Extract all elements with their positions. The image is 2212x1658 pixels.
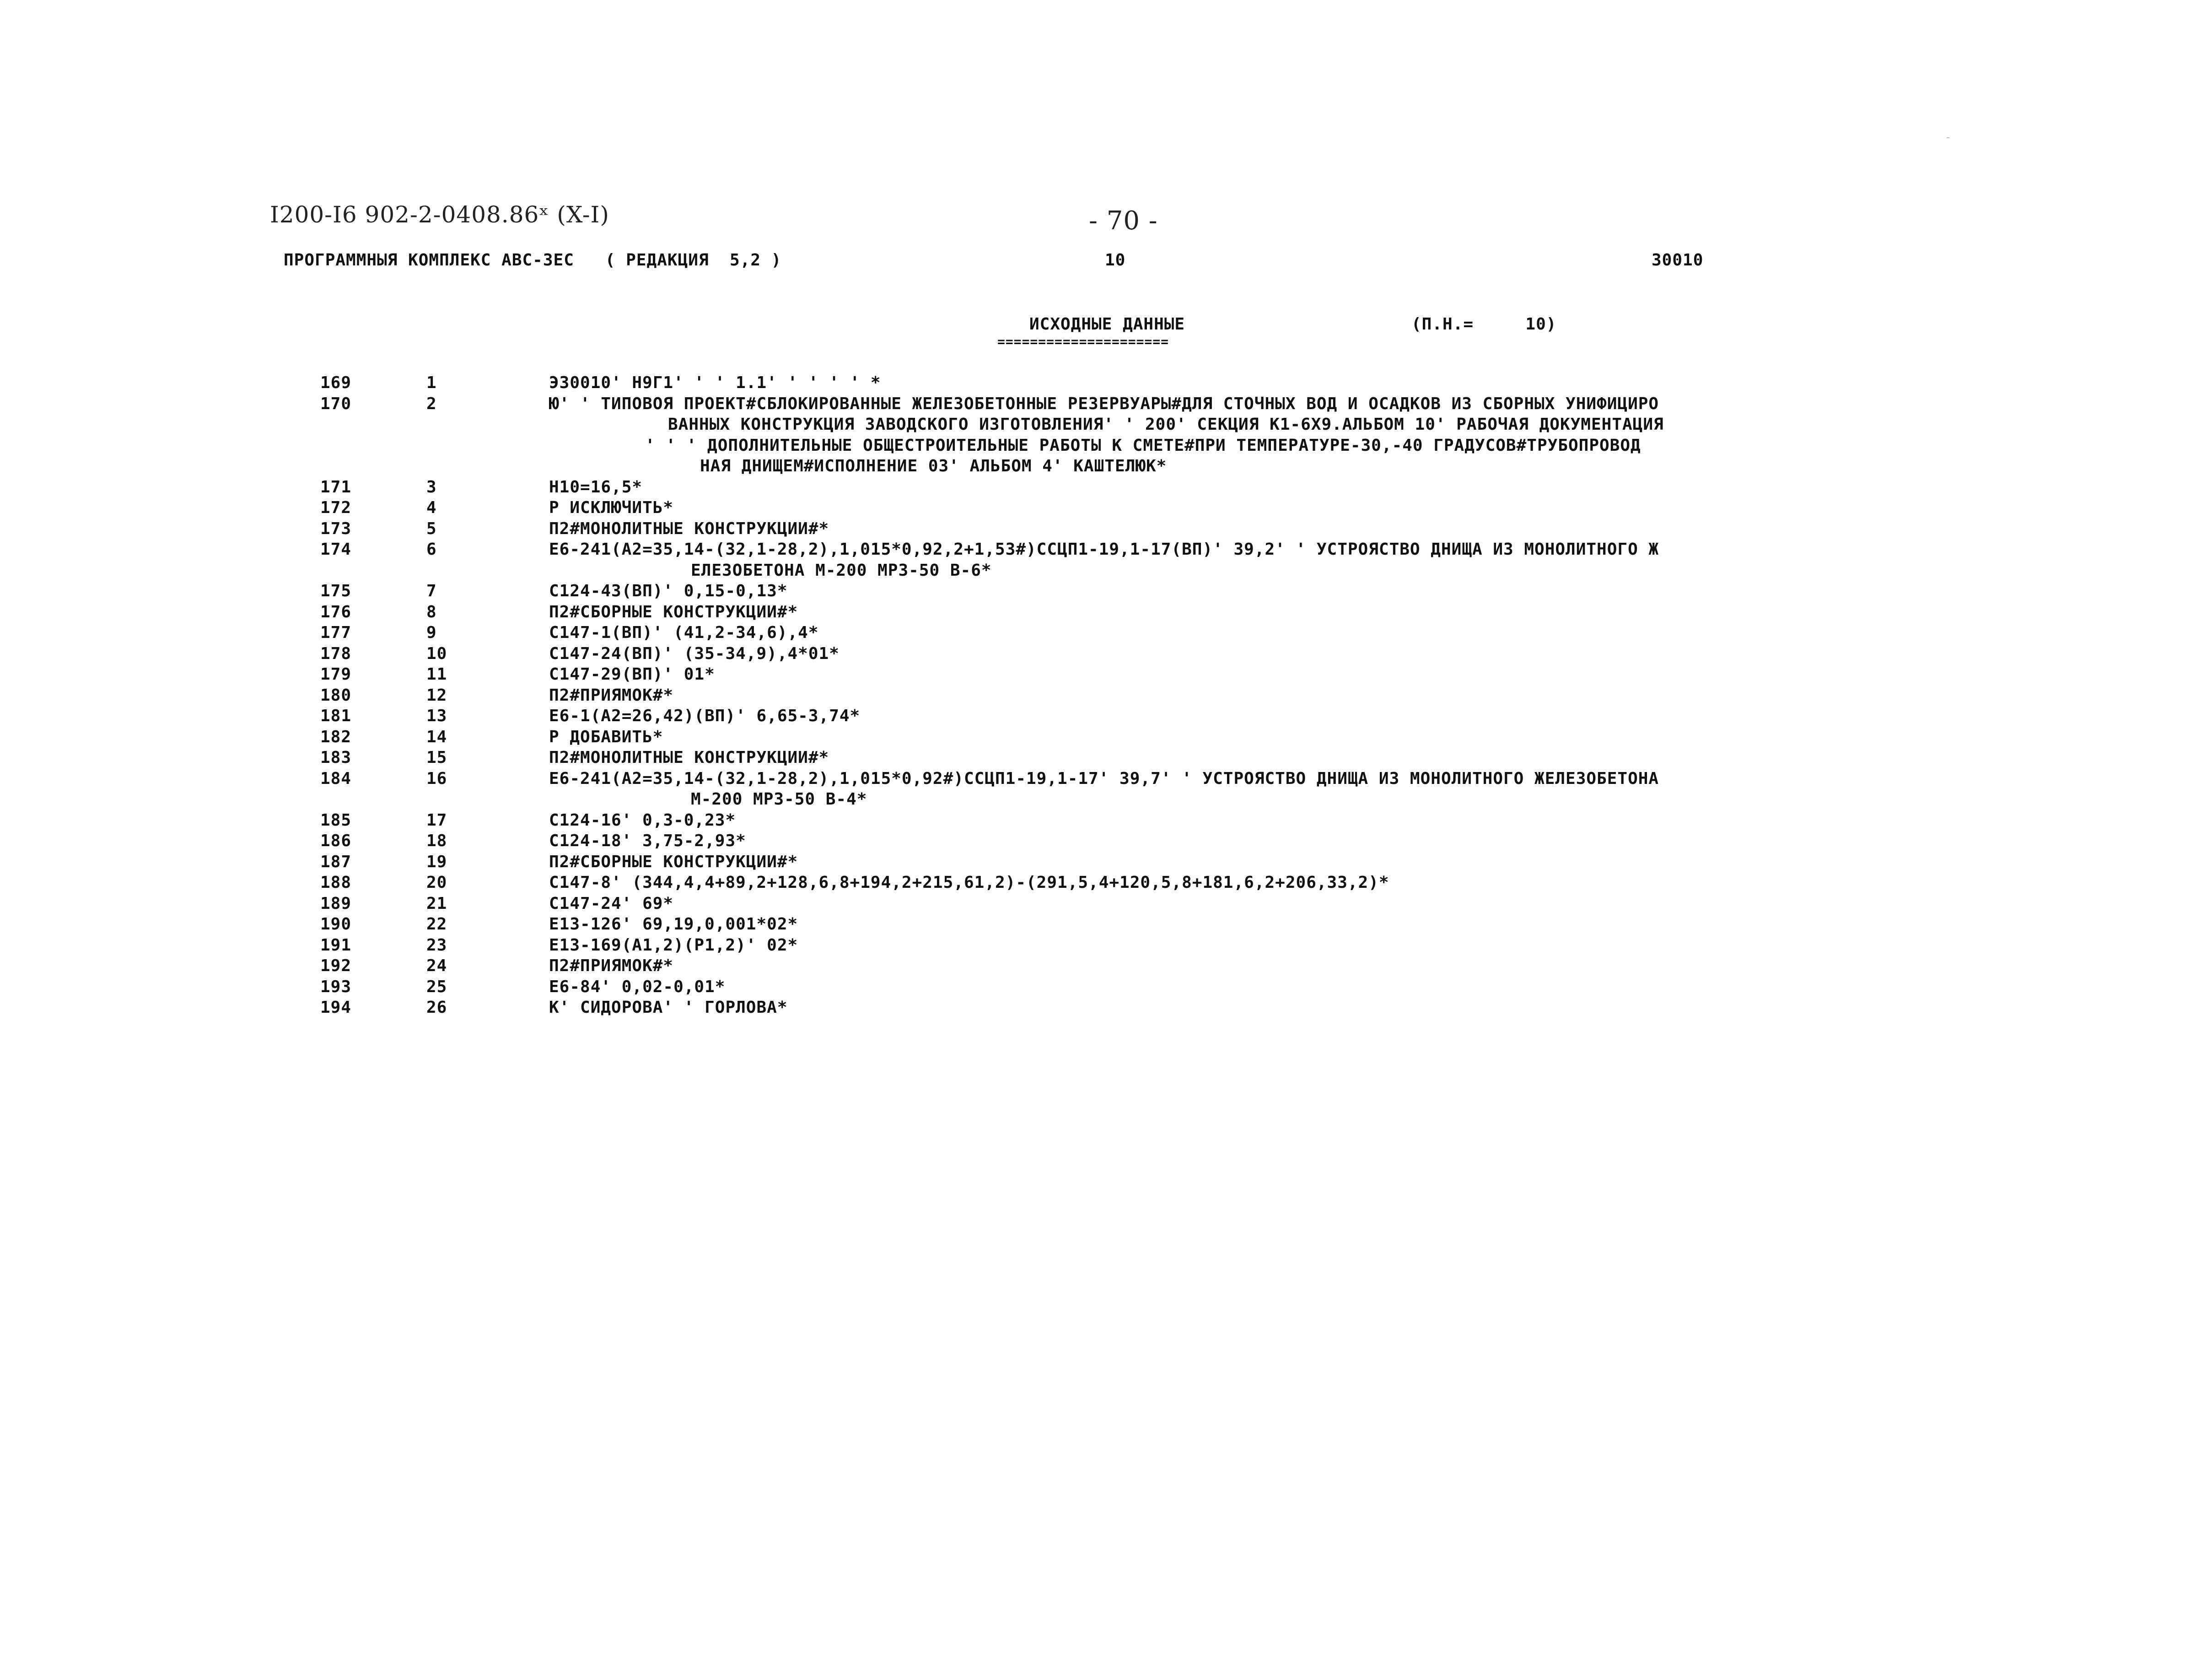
row-sequence-number: 180	[320, 686, 352, 705]
row-sequence-number: 172	[320, 498, 352, 517]
row-text: ЕЛЕЗОБЕТОНА М-200 МРЗ-50 В-6*	[691, 561, 992, 580]
row-line-number: 14	[426, 727, 447, 746]
row-line-number: 5	[426, 519, 437, 538]
section-title: ИСХОДНЫЕ ДАННЫЕ	[1029, 315, 1185, 334]
row-line-number: 22	[426, 915, 447, 934]
row-sequence-number: 192	[320, 956, 352, 975]
row-text: Е6-241(А2=35,14-(32,1-28,2),1,015*0,92,2+1,53#)ССЦП1-19,1-17(ВП)' 39,2' ' УСТРОЯСТВО ДНИЩА ИЗ МОНОЛИТНОГО Ж	[549, 540, 1659, 559]
row-line-number: 25	[426, 977, 447, 996]
row-sequence-number: 187	[320, 852, 352, 871]
row-text: НАЯ ДНИЩЕМ#ИСПОЛНЕНИЕ 03' АЛЬБОМ 4' КАШТЕЛЮК*	[700, 457, 1167, 475]
listing-row-continuation	[0, 789, 2212, 810]
listing-row	[0, 872, 2212, 893]
listing-row	[0, 768, 2212, 789]
row-text: М-200 МРЗ-50 В-4*	[691, 790, 867, 809]
row-line-number: 2	[426, 394, 437, 413]
listing-row	[0, 373, 2212, 394]
header-number: 30010	[1652, 251, 1704, 270]
row-line-number: 1	[426, 373, 437, 392]
row-text: ' ' ' ДОПОЛНИТЕЛЬНЫЕ ОБЩЕСТРОИТЕЛЬНЫЕ РАБОТЫ К СМЕТЕ#ПРИ ТЕМПЕРАТУРЕ-30,-40 ГРАДУСОВ#ТРУБОПРОВОД	[645, 436, 1641, 455]
listing-row	[0, 581, 2212, 602]
row-text: П2#СБОРНЫЕ КОНСТРУКЦИИ#*	[549, 602, 798, 621]
section-ref: (П.Н.= 10)	[1411, 315, 1557, 334]
row-sequence-number: 184	[320, 769, 352, 788]
row-line-number: 15	[426, 748, 447, 767]
listing-row	[0, 852, 2212, 873]
row-text: Е6-84' 0,02-0,01*	[549, 977, 726, 996]
listing-row	[0, 893, 2212, 914]
row-text: Е13-169(А1,2)(Р1,2)' 02*	[549, 935, 798, 955]
row-line-number: 8	[426, 602, 437, 621]
row-line-number: 17	[426, 810, 447, 830]
row-sequence-number: 193	[320, 977, 352, 996]
row-text: С147-24(ВП)' (35-34,9),4*01*	[549, 644, 840, 663]
listing-row	[0, 602, 2212, 623]
header-code: 10	[1105, 251, 1126, 270]
scan-speck	[1947, 137, 1949, 138]
row-text: С147-1(ВП)' (41,2-34,6),4*	[549, 623, 819, 642]
row-line-number: 3	[426, 477, 437, 497]
listing-row	[0, 664, 2212, 685]
listing-row	[0, 997, 2212, 1018]
row-text: П2#МОНОЛИТНЫЕ КОНСТРУКЦИИ#*	[549, 748, 829, 767]
row-line-number: 7	[426, 582, 437, 600]
row-line-number: 16	[426, 769, 447, 788]
row-sequence-number: 175	[320, 582, 352, 600]
row-sequence-number: 191	[320, 935, 352, 955]
row-text: К' СИДОРОВА' ' ГОРЛОВА*	[549, 998, 788, 1017]
row-text: Н10=16,5*	[549, 477, 643, 497]
row-line-number: 18	[426, 832, 447, 850]
row-sequence-number: 176	[320, 602, 352, 621]
row-sequence-number: 174	[320, 540, 352, 559]
listing-row-continuation	[0, 435, 2212, 456]
listing-row	[0, 935, 2212, 956]
program-label: ПРОГРАММНЫЯ КОМПЛЕКС АВС-ЗЕС ( РЕДАКЦИЯ 5,2 )	[284, 251, 782, 270]
row-line-number: 26	[426, 998, 447, 1017]
row-sequence-number: 181	[320, 707, 352, 725]
row-sequence-number: 186	[320, 832, 352, 850]
row-text: Е6-241(А2=35,14-(32,1-28,2),1,015*0,92#)ССЦП1-19,1-17' 39,7' ' УСТРОЯСТВО ДНИЩА ИЗ МОНОЛИТНОГО ЖЕЛЕЗОБЕТОНА	[549, 769, 1659, 788]
listing-row-continuation	[0, 456, 2212, 477]
listing-row	[0, 914, 2212, 935]
row-text: П2#ПРИЯМОК#*	[549, 956, 674, 975]
listing-row	[0, 956, 2212, 977]
row-text: С147-8' (344,4,4+89,2+128,6,8+194,2+215,61,2)-(291,5,4+120,5,8+181,6,2+206,33,2)*	[549, 873, 1389, 892]
row-line-number: 20	[426, 873, 447, 892]
listing-row	[0, 622, 2212, 643]
row-sequence-number: 170	[320, 394, 352, 413]
row-line-number: 19	[426, 852, 447, 871]
listing-row	[0, 477, 2212, 498]
row-sequence-number: 194	[320, 998, 352, 1017]
row-sequence-number: 178	[320, 644, 352, 663]
row-sequence-number: 190	[320, 915, 352, 934]
row-line-number: 13	[426, 707, 447, 725]
page-number: - 70 -	[1089, 206, 1158, 236]
row-text: Е13-126' 69,19,0,001*02*	[549, 915, 798, 934]
row-sequence-number: 169	[320, 373, 352, 392]
listing-row	[0, 685, 2212, 706]
row-text: ВАННЫХ КОНСТРУКЦИЯ ЗАВОДСКОГО ИЗГОТОВЛЕНИЯ' ' 200' СЕКЦИЯ К1-6Х9.АЛЬБОМ 10' РАБОЧАЯ ДОКУМЕНТАЦИЯ	[668, 415, 1664, 434]
row-line-number: 21	[426, 894, 447, 913]
row-text: С147-24' 69*	[549, 894, 674, 913]
row-text: П2#ПРИЯМОК#*	[549, 686, 674, 705]
row-line-number: 23	[426, 935, 447, 955]
row-sequence-number: 171	[320, 477, 352, 497]
listing-row	[0, 810, 2212, 831]
row-line-number: 6	[426, 540, 437, 559]
row-sequence-number: 185	[320, 810, 352, 830]
row-line-number: 12	[426, 686, 447, 705]
row-text: Р ДОБАВИТЬ*	[549, 727, 663, 746]
data-listing	[0, 373, 2212, 1018]
row-sequence-number: 177	[320, 623, 352, 642]
row-line-number: 4	[426, 498, 437, 517]
row-text: Э30010' Н9Г1' ' ' 1.1' ' ' ' ' *	[549, 373, 881, 392]
row-text: С124-43(ВП)' 0,15-0,13*	[549, 582, 788, 600]
row-sequence-number: 183	[320, 748, 352, 767]
listing-row-continuation	[0, 414, 2212, 435]
row-line-number: 24	[426, 956, 447, 975]
row-text: Ю' ' ТИПОВОЯ ПРОЕКТ#СБЛОКИРОВАННЫЕ ЖЕЛЕЗОБЕТОННЫЕ РЕЗЕРВУАРЫ#ДЛЯ СТОЧНЫХ ВОД И ОСАДКОВ ИЗ СБОРНЫХ УНИФИЦИРО	[549, 394, 1659, 413]
row-line-number: 10	[426, 644, 447, 663]
listing-row	[0, 727, 2212, 748]
row-text: С124-18' 3,75-2,93*	[549, 832, 746, 850]
listing-row	[0, 539, 2212, 560]
listing-row	[0, 747, 2212, 768]
row-text: П2#МОНОЛИТНЫЕ КОНСТРУКЦИИ#*	[549, 519, 829, 538]
listing-row	[0, 518, 2212, 540]
row-text: С124-16' 0,3-0,23*	[549, 810, 736, 830]
row-sequence-number: 179	[320, 665, 352, 684]
row-text: Р ИСКЛЮЧИТЬ*	[549, 498, 674, 517]
listing-row	[0, 497, 2212, 518]
listing-row	[0, 706, 2212, 727]
listing-row	[0, 394, 2212, 415]
row-sequence-number: 188	[320, 873, 352, 892]
row-line-number: 9	[426, 623, 437, 642]
document-id: I200-I6 902-2-0408.86ˣ (X-I)	[270, 201, 609, 228]
row-text: Е6-1(А2=26,42)(ВП)' 6,65-3,74*	[549, 707, 861, 725]
row-text: С147-29(ВП)' 01*	[549, 665, 715, 684]
listing-row-continuation	[0, 560, 2212, 581]
row-text: П2#СБОРНЫЕ КОНСТРУКЦИИ#*	[549, 852, 798, 871]
section-underline: =====================	[997, 334, 1169, 349]
row-sequence-number: 189	[320, 894, 352, 913]
row-line-number: 11	[426, 665, 447, 684]
listing-row	[0, 977, 2212, 998]
row-sequence-number: 173	[320, 519, 352, 538]
listing-row	[0, 831, 2212, 852]
row-sequence-number: 182	[320, 727, 352, 746]
listing-row	[0, 643, 2212, 664]
